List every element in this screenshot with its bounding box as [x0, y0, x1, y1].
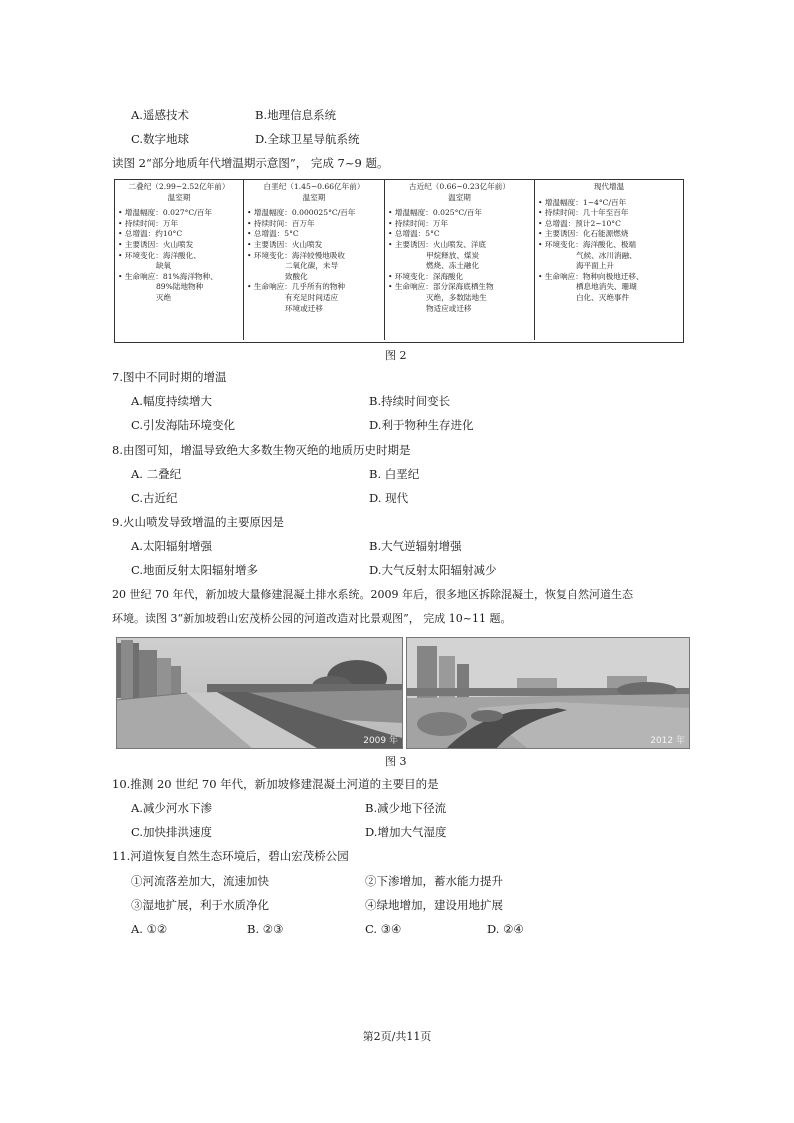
geologic-warming-table	[114, 179, 684, 343]
river-photo-2012	[406, 637, 690, 749]
column-item: 缺氧	[118, 261, 172, 271]
q9-stem: 9.火山喷发导致增温的主要原因是	[112, 515, 284, 529]
column-title: 现代增温	[593, 182, 625, 191]
q6-option-d: D.全球卫星导航系统	[255, 132, 360, 146]
column-item: • 增温幅度：0.027°C/百年	[118, 208, 212, 218]
q9-option-b: B.大气逆辐射增强	[369, 539, 462, 553]
column-item: 环境或迁移	[247, 303, 323, 313]
column-subtitle: 温室期	[167, 192, 191, 202]
q9-option-c: C.地面反射太阳辐射增多	[131, 563, 259, 577]
column-subtitle: 温室期	[302, 192, 326, 202]
column-item: • 增温幅度：0.025°C/百年	[388, 208, 482, 218]
q11-option-d: D. ②④	[487, 922, 524, 936]
q10-option-a: A.减少河水下渗	[131, 801, 212, 815]
column-item: • 持续时间：万年	[118, 218, 179, 228]
column-item: 有充足时间适应	[247, 292, 339, 302]
column-item: • 持续时间：几十年至百年	[538, 208, 629, 218]
column-item: • 生命响应：81%海洋物种、	[118, 271, 218, 281]
column-item: 致酸化	[247, 271, 308, 281]
q8-option-b: B. 白垩纪	[369, 467, 420, 481]
column-item: 海平面上升	[538, 261, 614, 271]
q10-option-d: D.增加大气湿度	[365, 825, 447, 839]
q8-option-d: D. 现代	[369, 491, 409, 505]
column-title: 二叠纪（2.99~2.52亿年前）	[128, 182, 230, 191]
table-column-modern	[535, 180, 683, 340]
q6-option-c: C.数字地球	[131, 132, 190, 146]
page-footer: 第2页/共11页	[362, 1030, 432, 1043]
q8-stem: 8.由图可知，增温导致绝大多数生物灭绝的地质历史时期是	[112, 443, 411, 457]
q10-option-b: B.减少地下径流	[365, 801, 447, 815]
table-column-permian	[115, 180, 244, 340]
column-item: 甲烷释放、煤炭	[388, 250, 480, 260]
column-item: 89%陆地物种	[118, 282, 204, 292]
q11-statement-2: ②下渗增加，蓄水能力提升	[365, 874, 503, 888]
q7-stem: 7.图中不同时期的增温	[112, 370, 227, 384]
column-item: • 增温幅度：0.000025°C/百年	[247, 208, 356, 218]
column-item: 气候、冰川消融、	[538, 250, 637, 260]
q6-option-a: A.遥感技术	[131, 108, 189, 122]
column-title: 白垩纪（1.45~0.66亿年前）	[263, 182, 365, 191]
fig3-intro-line1: 20 世纪 70 年代，新加坡大量修建混凝土排水系统。2009 年后，很多地区拆除混凝土，恢复自然河道生态	[112, 588, 633, 601]
q10-stem: 10.推测 20 世纪 70 年代，新加坡修建混凝土河道的主要目的是	[112, 777, 439, 791]
column-item: • 持续时间：百万年	[247, 218, 315, 228]
column-item: • 增温幅度：1~4°C/百年	[538, 197, 627, 207]
column-item: • 总增温：5°C	[388, 229, 440, 239]
column-item: • 环境变化：深海酸化	[388, 271, 464, 281]
table-column-paleogene	[385, 180, 535, 340]
q11-statement-4: ④绿地增加，建设用地扩展	[365, 898, 503, 912]
q7-option-c: C.引发海陆环境变化	[131, 418, 236, 432]
restored-river-photo	[407, 638, 689, 748]
column-item: • 生命响应：物种向极地迁移、	[538, 271, 644, 281]
q7-option-b: B.持续时间变长	[369, 394, 451, 408]
q11-statement-1: ①河流落差加大，流速加快	[131, 874, 269, 888]
column-item: • 持续时间：万年	[388, 218, 449, 228]
column-item: • 环境变化：海洋酸化、极端	[538, 239, 637, 249]
column-item: • 总增温：预计2~10°C	[538, 218, 621, 228]
q9-option-a: A.太阳辐射增强	[131, 539, 212, 553]
column-item: • 总增温：约10°C	[118, 229, 183, 239]
column-item: • 生命响应：部分深海底栖生物	[388, 282, 494, 292]
column-title: 古近纪（0.66~0.23亿年前）	[409, 182, 510, 191]
column-item: 二氧化碳，未导	[247, 261, 339, 271]
column-item: • 主要诱因：化石能源燃烧	[538, 229, 629, 239]
column-item: • 环境变化：海洋较慢地吸收	[247, 250, 346, 260]
column-item: 灭绝，多数陆地生	[388, 292, 487, 302]
q11-stem: 11.河道恢复自然生态环境后，碧山宏茂桥公园	[112, 849, 349, 863]
q8-option-c: C.古近纪	[131, 491, 178, 505]
fig3-intro-line2: 环境。读图 3“新加坡碧山宏茂桥公园的河道改造对比景观图”， 完成 10~11 题。	[112, 612, 512, 625]
column-item: 灭绝	[118, 292, 172, 302]
figure-3-caption: 图 3	[385, 755, 407, 768]
column-item: 物适应或迁移	[388, 303, 472, 313]
column-item: • 生命响应：几乎所有的物种	[247, 282, 346, 292]
photo-year-label-left: 2009 年	[363, 736, 398, 746]
column-subtitle: 温室期	[448, 192, 471, 202]
table-column-cretaceous	[244, 180, 385, 340]
column-item: • 主要诱因：火山喷发、洋底	[388, 239, 487, 249]
column-item: • 主要诱因：火山喷发	[118, 239, 194, 249]
river-photo-2009	[116, 637, 403, 749]
column-item: • 环境变化：海洋酸化、	[118, 250, 201, 260]
q11-option-c: C. ③④	[365, 922, 402, 936]
q11-statement-3: ③湿地扩展，利于水质净化	[131, 898, 269, 912]
photo-year-label-right: 2012 年	[650, 736, 685, 746]
q8-option-a: A. 二叠纪	[131, 467, 182, 481]
concrete-channel-photo	[117, 638, 402, 748]
q10-option-c: C.加快排洪速度	[131, 825, 213, 839]
q11-option-a: A. ①②	[131, 922, 168, 936]
q7-option-a: A.幅度持续增大	[131, 394, 212, 408]
q7-option-d: D.利于物种生存进化	[369, 418, 474, 432]
column-item: 白化、灭绝事件	[538, 292, 630, 302]
q9-option-d: D.大气反射太阳辐射减少	[369, 563, 497, 577]
fig2-intro: 读图 2“部分地质年代增温期示意图”， 完成 7~9 题。	[112, 156, 389, 170]
q11-option-b: B. ②③	[247, 922, 284, 936]
q6-option-b: B.地理信息系统	[255, 108, 337, 122]
column-item: 栖息地消失、珊瑚	[538, 282, 637, 292]
figure-2-caption: 图 2	[385, 349, 407, 362]
column-item: • 总增温：5°C	[247, 229, 299, 239]
column-item: • 主要诱因：火山喷发	[247, 239, 323, 249]
column-item: 燃烧、冻土融化	[388, 261, 480, 271]
